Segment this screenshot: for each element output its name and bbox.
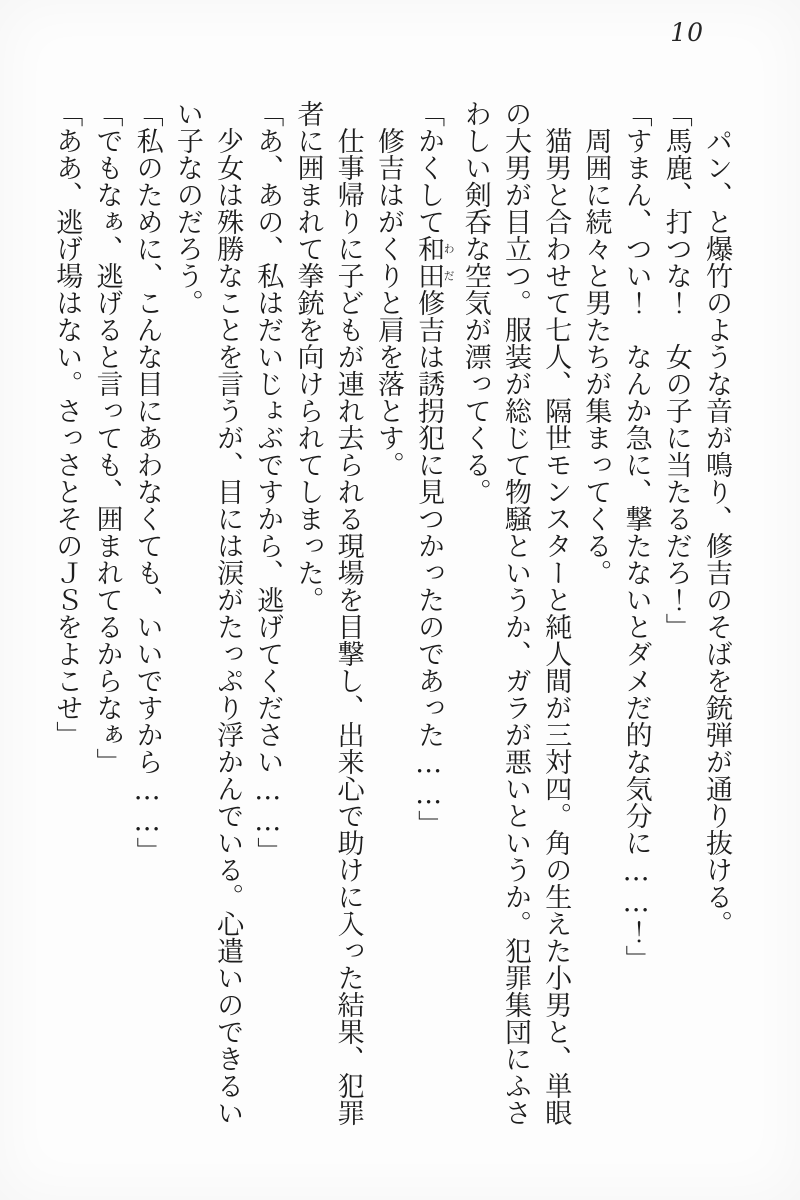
dialogue-paragraph: 「ああ、逃げ場はない。さっさとそのＪＳをよこせ」 <box>51 100 83 748</box>
narrative-paragraph: 周囲に続々と男たちが集まってくる。 <box>580 127 612 586</box>
dialogue-paragraph: 「すまん、つい！ なんか急に、撃たないとダメだ的な気分に……！」 <box>620 100 652 972</box>
page-number: 10 <box>670 18 704 47</box>
narrative-paragraph: 少女は殊勝なことを言うが、目には涙がたっぷり浮かんでいる。心遣いのできるいい子なのだろう。 <box>171 100 244 1126</box>
dialogue-paragraph: 「でもなぁ、逃げると言っても、囲まれてるからなぁ」 <box>91 100 123 775</box>
narrative-paragraph: 仕事帰りに子どもが連れ去られる現場を目撃し、出来心で助けに入った結果、犯罪者に囲まれて拳銃を向けられてしまった。 <box>292 100 364 1126</box>
dialogue-paragraph: 「あ、あの、私はだいじょぶですから、逃げてください……」 <box>252 100 284 864</box>
dialogue-paragraph: 「私のために、こんな目にあわなくても、いいですから……」 <box>131 100 163 864</box>
text-area <box>52 100 736 1126</box>
narrative-paragraph: 猫男と合わせて七人、隔世モンスターと純人間が三対四。角の生えた小男と、単眼の大男が目立つ。服装が総じて物騒というか、ガラが悪いというか。犯罪集団にふさわしい剣呑な空気が漂ってくる。 <box>459 100 572 1126</box>
narrative-paragraph: パン、と爆竹のような音が鳴り、修吉のそばを銃弾が通り抜ける。 <box>701 127 732 937</box>
dialogue-paragraph: 「かくして和田わだ修吉は誘拐犯に見つかったのであった……」 <box>413 100 456 837</box>
furigana: わだ <box>442 235 456 289</box>
dialogue-paragraph: 「馬鹿、打つな！ 女の子に当たるだろ！」 <box>660 100 692 640</box>
ruby-annotated-text: 和田わだ <box>413 235 456 289</box>
narrative-paragraph: 修吉はがくりと肩を落とす。 <box>372 127 404 478</box>
